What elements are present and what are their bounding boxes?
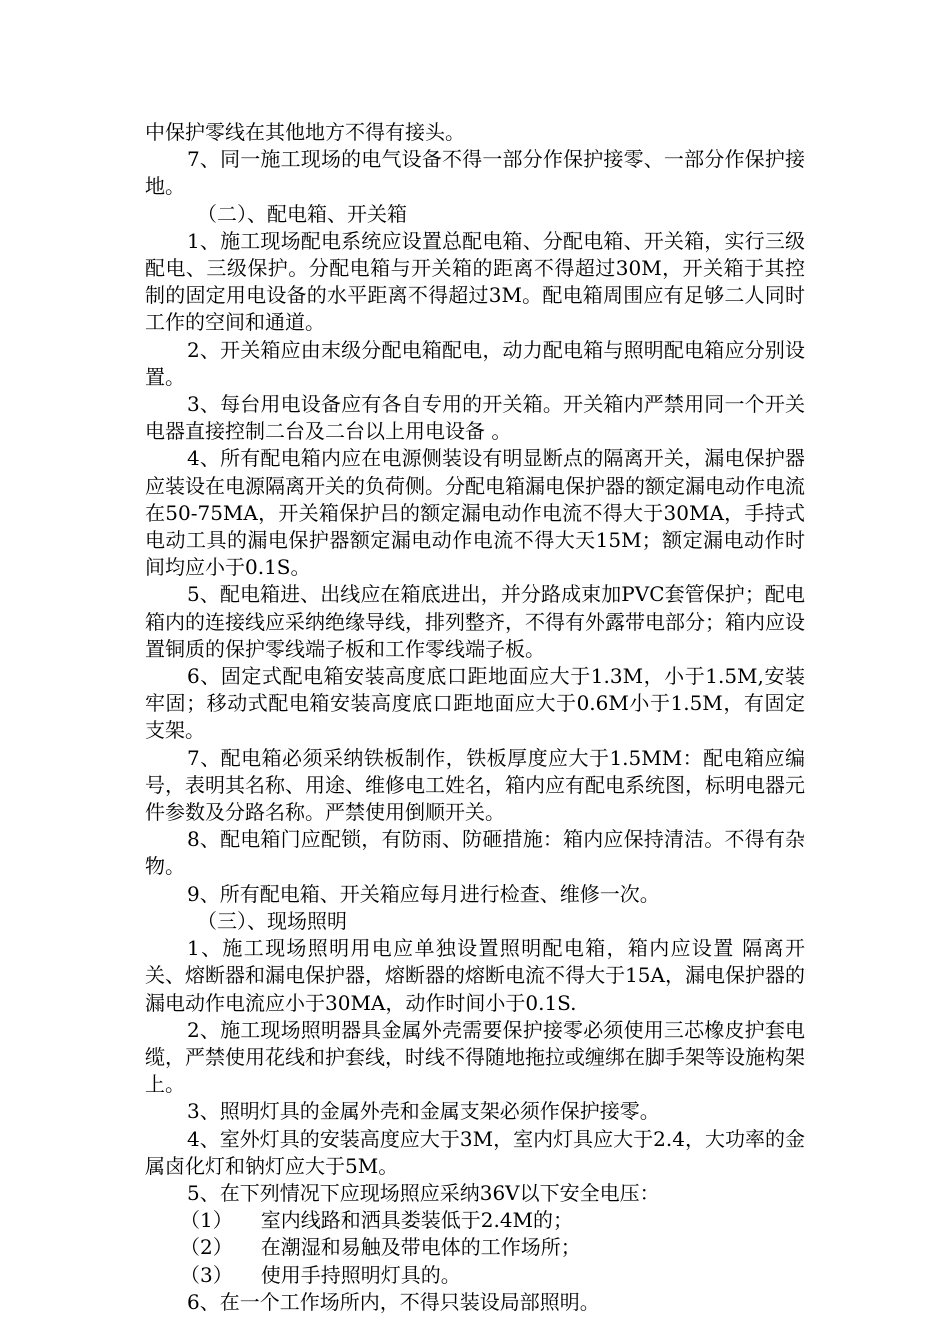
document-page (145, 119, 805, 1316)
lighting-paragraph-1: 1、施工现场照明用电应单独设置照明配电箱，箱内应设置 隔离开关、熔断器和漏电保护器，熔断器的熔断电流不得大于15A，漏电保护器的漏电动作电流应小于30MA，动作时间小于0.1S. (145, 936, 805, 1015)
section-heading-distribution-boxes: （二）、配电箱、开关箱 (197, 201, 407, 226)
paragraph-item-3: 3、每台用电设备应有各自专用的开关箱。开关箱内严禁用同一个开关电器直接控制二台及二台以上用电设备 。 (145, 392, 805, 444)
paragraph-continuation: 中保护零线在其他地方不得有接头。 (145, 120, 465, 144)
paragraph-item-6: 6、固定式配电箱安装高度底口距地面应大于1.3M，小于1.5M,安装牢固；移动式配电箱安装高度底口距地面应大于0.6M小于1.5M，有固定支架。 (145, 664, 805, 743)
list-item (145, 1234, 805, 1261)
list-item-number: （3） (180, 1262, 233, 1287)
list-item-text: 使用手持照明灯具的。 (260, 1262, 461, 1287)
paragraph-item-4: 4、所有配电箱内应在电源侧装设有明显断点的隔离开关，漏电保护器应装设在电源隔离开关的负荷侧。分配电箱漏电保护器的额定漏电动作电流在50-75MA，开关箱保护吕的额定漏电动作电流不得大于30MA，手持式电动工具的漏电保护器额定漏电动作电流不得大天15M；额定漏电动作时间均应小于0.1S。 (145, 446, 805, 580)
paragraph-item-9: 9、所有配电箱、开关箱应每月进行检查、维修一次。 (187, 881, 660, 906)
list-item (145, 1207, 805, 1234)
paragraph-item-5: 5、配电箱进、出线应在箱底进出，并分路成束加PVC套管保护；配电箱内的连接线应采纳绝缘导线，排列整齐，不得有外露带电部分；箱内应设置铜质的保护零线端子板和工作零线端子板。 (145, 582, 805, 661)
list-item-text: 在潮湿和易触及带电体的工作场所； (260, 1235, 581, 1260)
paragraph-item-7b: 7、配电箱必须采纳铁板制作，铁板厚度应大于1.5MM：配电箱应编号，表明其名称、用途、维修电工姓名，箱内应有配电系统图，标明电器元件参数及分路名称。严禁使用倒顺开关。 (145, 745, 805, 825)
paragraph-item-8: 8、配电箱门应配锁，有防雨、防砸措施：箱内应保持清洁。不得有杂物。 (145, 827, 805, 879)
lighting-paragraph-3: 3、照明灯具的金属外壳和金属支架必须作保护接零。 (187, 1099, 660, 1124)
section-heading-site-lighting: （三）、现场照明 (197, 908, 347, 933)
lighting-paragraph-6: 6、在一个工作场所内，不得只装设局部照明。 (187, 1289, 600, 1314)
lighting-paragraph-5: 5、在下列情况下应现场照应采纳36V以下安全电压： (187, 1180, 660, 1205)
list-item-text: 室内线路和洒具娄装低于2.4M的； (260, 1208, 574, 1233)
lighting-paragraph-4: 4、室外灯具的安装高度应大于3M，室内灯具应大于2.4，大功率的金属卤化灯和钠灯应大于5M。 (145, 1126, 805, 1178)
list-item-number: （1） (180, 1208, 233, 1233)
lighting-paragraph-2: 2、施工现场照明器具金属外壳需要保护接零必须使用三芯橡皮护套电缆，严禁使用花线和护套线，时线不得随地拖拉或缠绑在脚手架等设施构架上。 (145, 1017, 805, 1097)
paragraph-item-7: 7、同一施工现场的电气设备不得一部分作保护接零、一部分作保护接地。 (145, 147, 805, 199)
list-item-number: （2） (180, 1235, 233, 1260)
paragraph-item-2: 2、开关箱应由末级分配电箱配电，动力配电箱与照明配电箱应分别设置。 (145, 337, 805, 389)
list-item (145, 1262, 805, 1289)
paragraph-item-1: 1、施工现场配电系统应设置总配电箱、分配电箱、开关箱，实行三级配电、三级保护。分配电箱与开关箱的距离不得超过30M，开关箱于其控制的固定用电设备的水平距离不得超过3M。配电箱周围应有足够二人同时工作的空间和通道。 (145, 228, 805, 335)
